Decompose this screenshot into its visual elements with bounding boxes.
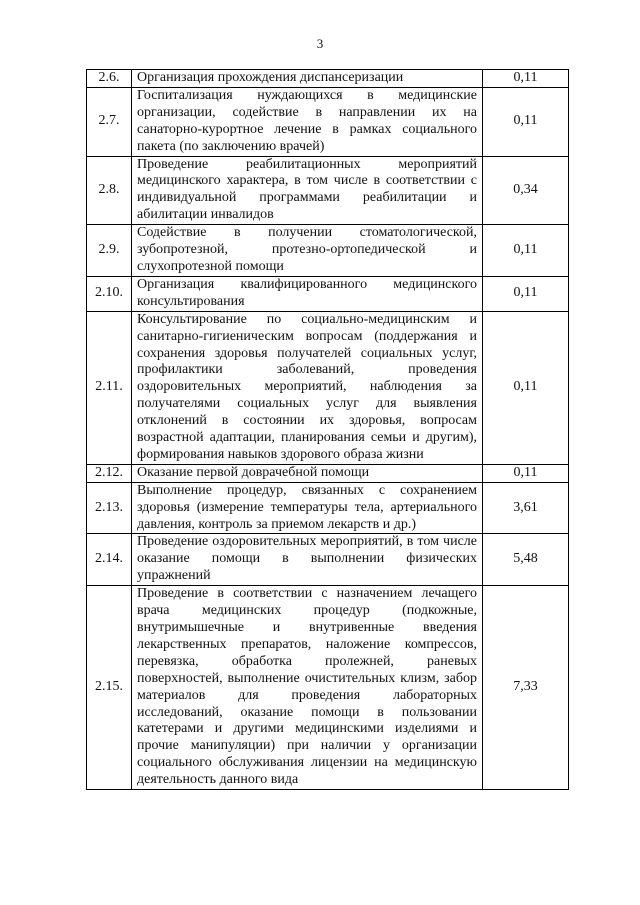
row-value: 0,11 xyxy=(483,70,569,88)
row-description: Консультирование по социально-медицинским и санитарно-гигиеническим вопросам (поддержания и сохранения здоровья получателей социальных услуг, профилактики заболеваний, проведения оздоровительных мероприятий, наблюдения за получателями социальных услуг для выявления отклонений в состоянии их здоровья, вопросам возрастной адаптации, планирования семьи и другим), формирования навыков здорового образа жизни xyxy=(132,311,483,464)
row-number: 2.8. xyxy=(87,156,132,225)
row-description: Проведение в соответствии с назначением лечащего врача медицинских процедур (подкожные, внутримышечные и внутривенные введения лекарственных препаратов, наложение компрессов, перевязка, обработка пролежней, раневых поверхностей, выполнение очистительных клизм, забор материалов для проведения лабораторных исследований, оказание помощи в пользовании катетерами и другими медицинскими изделиями и прочие манипуляции) при наличии у организации социального обслуживания лицензии на медицинскую деятельность данного вида xyxy=(132,586,483,790)
table-row xyxy=(87,311,569,464)
table-row xyxy=(87,464,569,482)
row-description: Оказание первой доврачебной помощи xyxy=(132,464,483,482)
row-description: Выполнение процедур, связанных с сохранением здоровья (измерение температуры тела, артериального давления, контроль за приемом лекарств и др.) xyxy=(132,482,483,534)
services-table xyxy=(86,69,569,790)
row-number: 2.13. xyxy=(87,482,132,534)
row-value: 7,33 xyxy=(483,586,569,790)
row-value: 0,11 xyxy=(483,87,569,156)
row-value: 0,11 xyxy=(483,225,569,277)
row-value: 0,11 xyxy=(483,276,569,311)
row-number: 2.12. xyxy=(87,464,132,482)
row-description: Проведение оздоровительных мероприятий, в том числе оказание помощи в выполнении физических упражнений xyxy=(132,534,483,586)
table-row xyxy=(87,87,569,156)
row-value: 0,34 xyxy=(483,156,569,225)
row-number: 2.10. xyxy=(87,276,132,311)
table-row xyxy=(87,586,569,790)
row-value: 0,11 xyxy=(483,311,569,464)
table-row xyxy=(87,534,569,586)
row-number: 2.7. xyxy=(87,87,132,156)
row-description: Проведение реабилитационных мероприятий медицинского характера, в том числе в соответствии с индивидуальной программами реабилитации и абилитации инвалидов xyxy=(132,156,483,225)
table-row xyxy=(87,482,569,534)
row-number: 2.9. xyxy=(87,225,132,277)
row-description: Организация квалифицированного медицинского консультирования xyxy=(132,276,483,311)
row-value: 3,61 xyxy=(483,482,569,534)
row-description: Организация прохождения диспансеризации xyxy=(132,70,483,88)
row-number: 2.11. xyxy=(87,311,132,464)
row-value: 0,11 xyxy=(483,464,569,482)
table-row xyxy=(87,156,569,225)
row-description: Госпитализация нуждающихся в медицинские организации, содействие в направлении их на санаторно-курортное лечение в рамках социального пакета (по заключению врачей) xyxy=(132,87,483,156)
row-number: 2.14. xyxy=(87,534,132,586)
page-number: 3 xyxy=(316,36,324,51)
table-row xyxy=(87,70,569,88)
row-number: 2.15. xyxy=(87,586,132,790)
table-row xyxy=(87,225,569,277)
row-description: Содействие в получении стоматологической, зубопротезной, протезно-ортопедической и слухопротезной помощи xyxy=(132,225,483,277)
row-number: 2.6. xyxy=(87,70,132,88)
row-value: 5,48 xyxy=(483,534,569,586)
table-row xyxy=(87,276,569,311)
